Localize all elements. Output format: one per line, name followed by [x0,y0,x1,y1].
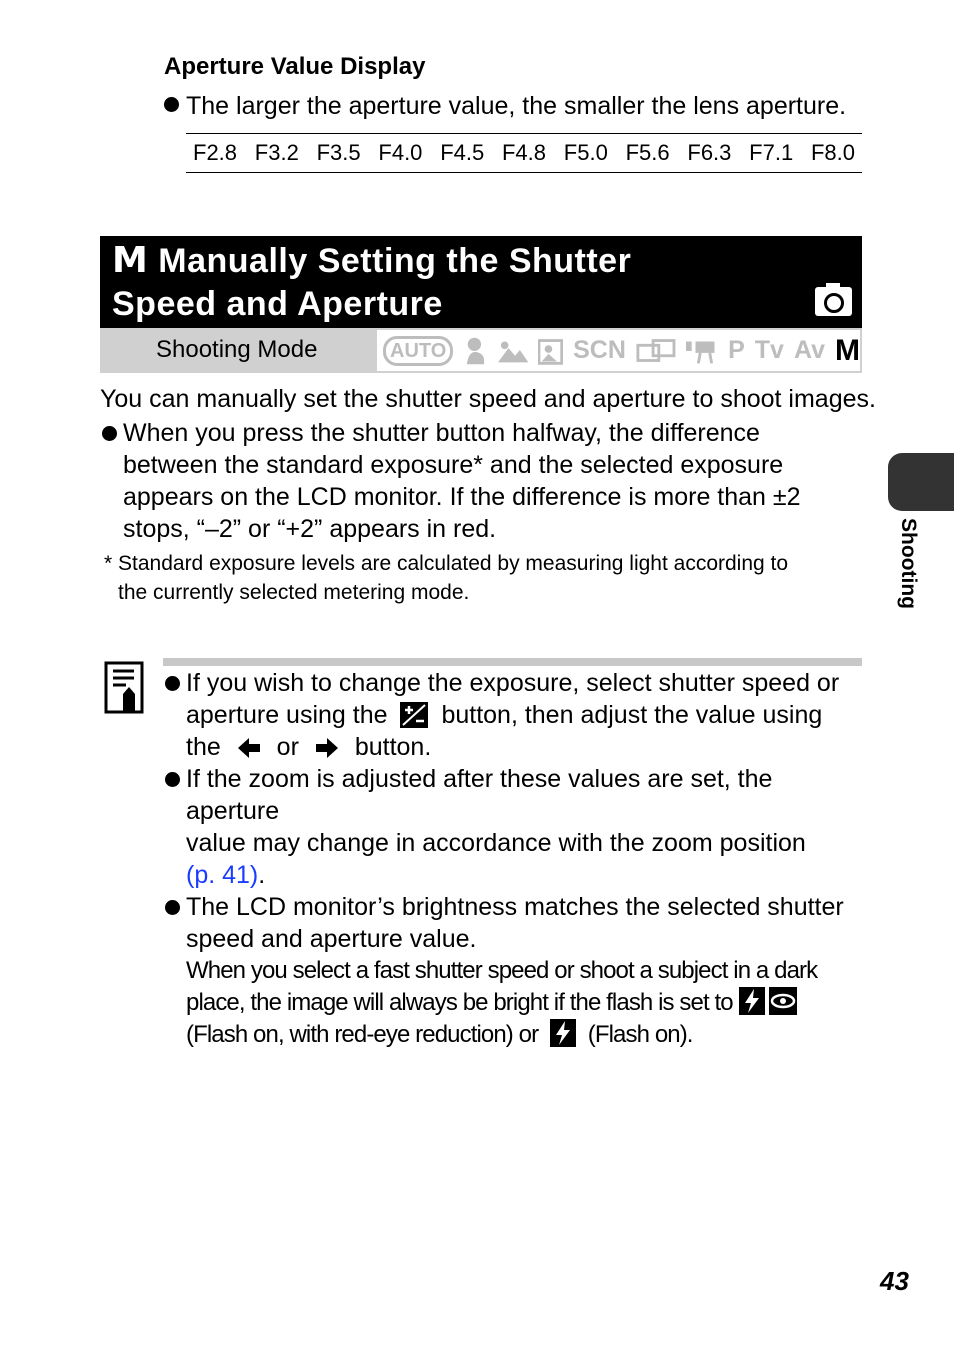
bullet-dot [102,426,117,441]
aperture-bullet [164,92,846,121]
note-item [163,667,863,763]
lcd-bullet [100,417,860,545]
red-eye-icon [769,987,797,1015]
note-text: . [258,861,266,889]
shooting-mode-icons [377,330,860,371]
note-divider-bar [163,658,862,666]
bullet-dot [165,772,180,787]
flash-on-icon [550,1019,576,1047]
aperture-value: F3.5 [316,140,361,165]
note-text: (Flash on, with red-eye reduction) or [186,1021,539,1048]
side-tab-label [890,518,920,633]
page-number: 43 [880,1266,909,1296]
m-mode-icon: M [835,333,860,367]
aperture-value: F6.3 [687,140,732,165]
lcd-bullet-line: between the standard exposure* and the selected exposure [123,451,784,479]
aperture-values-table [186,133,862,173]
section-header [100,236,862,328]
note-text: (Flash on). [587,1021,693,1048]
aperture-value: F8.0 [810,140,855,165]
aperture-value: F3.2 [254,140,299,165]
aperture-value: F5.6 [625,140,670,165]
exposure-compensation-icon [400,702,428,728]
tv-mode-icon: Tv [754,336,784,364]
note-text: The LCD monitor’s brightness matches the selected shutter [186,893,844,921]
lcd-bullet-line: When you press the shutter button halfway, the difference [123,419,760,447]
movie-mode-icon [686,337,718,365]
aperture-value: F2.8 [193,140,238,165]
landscape-mode-icon [498,338,528,364]
aperture-value: F4.5 [440,140,485,165]
shooting-mode-label: Shooting Mode [156,336,318,363]
p-mode-icon: P [728,336,745,364]
side-tab-text: Shooting [897,518,920,609]
lcd-bullet-line: stops, “–2” or “+2” appears in red. [123,515,497,543]
note-text: button, then adjust the value using [441,701,823,729]
scn-mode-icon: SCN [573,336,626,364]
note-item [163,763,863,891]
note-text: value may change in accordance with the zoom position [186,829,806,857]
mode-m-symbol: M [112,240,149,281]
camera-icon [815,287,852,316]
lcd-bullet-line: appears on the LCD monitor. If the difference is more than ±2 [123,483,801,511]
note-paragraph [186,955,863,1051]
footnote-line: the currently selected metering mode. [118,581,470,604]
note-text: place, the image will always be bright if the flash is set to [186,989,733,1016]
aperture-section-title: Aperture Value Display [164,53,426,80]
bullet-dot [164,97,179,112]
aperture-value: F4.0 [378,140,423,165]
aperture-value: F5.0 [563,140,608,165]
shooting-mode-row [100,328,862,373]
note-text: the [186,733,221,761]
note-text: or [276,733,299,761]
note-icon [104,661,144,714]
right-arrow-icon [316,738,338,758]
av-mode-icon: Av [793,336,825,364]
note-text: If the zoom is adjusted after these values are set, the aperture [186,765,773,825]
aperture-value: F7.1 [749,140,794,165]
footnote [104,549,844,607]
note-text: When you select a fast shutter speed or shoot a subject in a dark [186,957,818,984]
side-tab-marker [888,453,954,511]
night-scene-mode-icon [538,337,563,365]
aperture-bullet-text: The larger the aperture value, the smaller the lens aperture. [186,92,847,120]
note-text: speed and aperture value. [186,925,477,953]
footnote-line: * Standard exposure levels are calculated by measuring light according to [104,552,789,575]
auto-mode-icon: AUTO [383,336,453,366]
page-41-link[interactable]: (p. 41) [186,861,259,889]
bullet-dot [165,900,180,915]
notes-list [163,667,863,1051]
portrait-mode-icon [463,335,488,367]
left-arrow-icon [238,738,260,758]
note-text: If you wish to change the exposure, select shutter speed or [186,669,840,697]
section-title [112,239,631,326]
title-line-2: Speed and Aperture [112,285,443,323]
note-item [163,891,863,1051]
note-text: aperture using the [186,701,388,729]
flash-on-icon [739,987,765,1015]
intro-text: You can manually set the shutter speed and aperture to shoot images. [100,385,876,413]
aperture-value: F4.8 [501,140,547,165]
title-line-1: Manually Setting the Shutter [158,242,632,280]
note-text: button. [354,733,432,761]
bullet-dot [165,676,180,691]
stitch-assist-icon [636,337,676,365]
